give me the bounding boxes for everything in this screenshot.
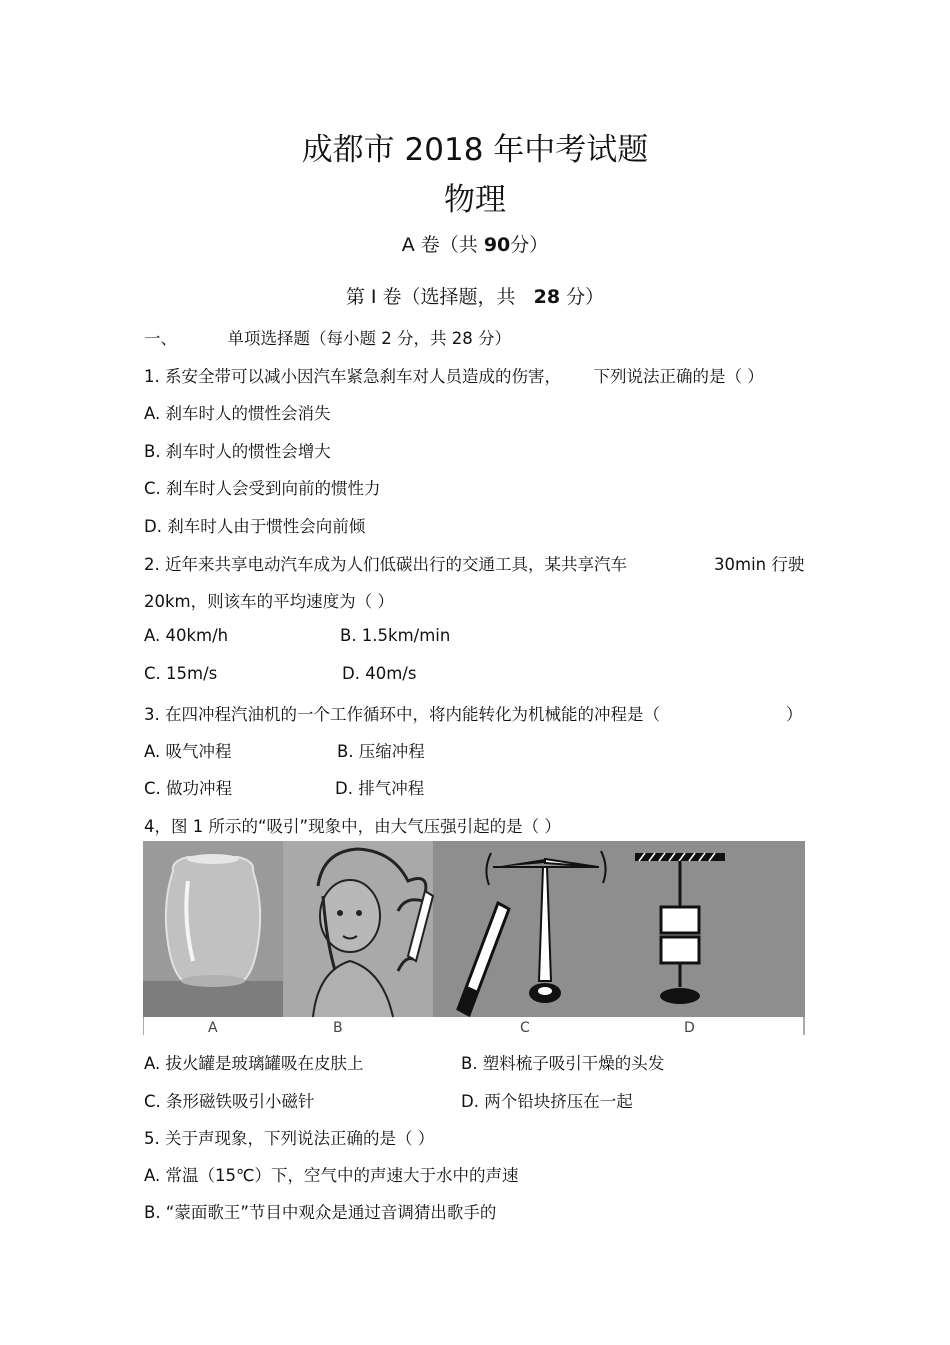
part1-suffix: 分） — [566, 286, 605, 308]
q3-option-a: A. 吸气冲程 — [144, 742, 232, 761]
q3-stem-b: ） — [786, 705, 803, 724]
q1-stem-b: 下列说法正确的是（ ） — [593, 367, 764, 386]
section-text: 单项选择题（每小题 2 分，共 28 分） — [227, 329, 511, 348]
q5-option-a: A. 常温（15℃）下，空气中的声速大于水中的声速 — [144, 1166, 519, 1185]
q3-stem-a: 3. 在四冲程汽油机的一个工作循环中，将内能转化为机械能的冲程是（ — [144, 705, 660, 724]
q1-option-d: D. 刹车时人由于惯性会向前倾 — [144, 517, 366, 536]
q2-option-c: C. 15m/s — [144, 664, 218, 683]
figure-label-b: B — [333, 1020, 343, 1035]
q1-stem-a: 1. 系安全带可以减小因汽车紧急刹车对人员造成的伤害， — [144, 367, 561, 386]
q5-option-b: B. “蒙面歌王”节目中观众是通过音调猜出歌手的 — [144, 1203, 497, 1222]
figure-label-d: D — [684, 1020, 695, 1035]
q4-option-c: C. 条形磁铁吸引小磁针 — [144, 1092, 315, 1111]
q2-stem-b: 30min 行驶 — [714, 555, 805, 574]
q1-option-a: A. 刹车时人的惯性会消失 — [144, 404, 331, 423]
figure-label-a: A — [208, 1020, 218, 1035]
q2-stem-c: 20km，则该车的平均速度为（ ） — [144, 592, 394, 611]
part1-score: 28 — [533, 286, 561, 308]
q3-option-c: C. 做功冲程 — [144, 779, 233, 798]
q2-stem-a: 2. 近年来共享电动汽车成为人们低碳出行的交通工具，某共享汽车 — [144, 555, 627, 574]
q2-option-b: B. 1.5km/min — [340, 626, 451, 645]
q3-option-d: D. 排气冲程 — [335, 779, 425, 798]
q1-option-b: B. 刹车时人的惯性会增大 — [144, 442, 331, 461]
part1-prefix: 第 I 卷（选择题，共 — [345, 286, 516, 308]
q1-option-c: C. 刹车时人会受到向前的惯性力 — [144, 479, 381, 498]
q2-option-d: D. 40m/s — [342, 664, 417, 683]
paper-a-heading — [0, 230, 950, 257]
part1-heading — [0, 282, 950, 309]
q3-option-b: B. 压缩冲程 — [337, 742, 425, 761]
figure-1 — [143, 841, 805, 1035]
section-heading — [144, 325, 511, 349]
q4-option-d: D. 两个铅块挤压在一起 — [461, 1092, 633, 1111]
q2-option-a: A. 40km/h — [144, 626, 229, 645]
paper-a-score: 90 — [483, 234, 511, 256]
q4-option-b: B. 塑料梳子吸引干燥的头发 — [461, 1054, 665, 1073]
q4-stem: 4，图 1 所示的“吸引”现象中，由大气压强引起的是（ ） — [144, 817, 561, 836]
q5-stem: 5. 关于声现象，下列说法正确的是（ ） — [144, 1129, 435, 1148]
figure-label-c: C — [520, 1020, 530, 1035]
paper-a-prefix: A 卷（共 — [401, 234, 478, 256]
subject-title: 物理 — [444, 182, 506, 218]
q1-stem — [144, 363, 764, 387]
paper-a-suffix: 分） — [510, 234, 549, 256]
exam-title: 成都市 2018 年中考试题 — [301, 132, 649, 168]
section-number: 一、 — [144, 329, 177, 348]
q4-option-a: A. 拔火罐是玻璃罐吸在皮肤上 — [144, 1054, 364, 1073]
